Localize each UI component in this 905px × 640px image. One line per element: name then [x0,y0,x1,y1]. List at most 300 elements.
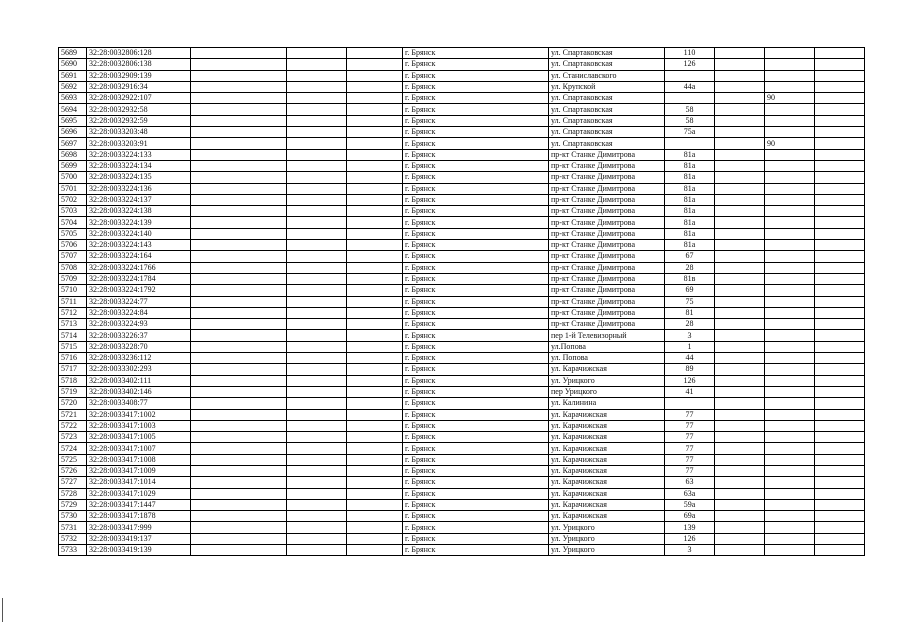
blank-cell [287,81,347,92]
blank-cell [347,251,403,262]
cadastral-number: 32:28:0033224:93 [87,319,191,330]
blank-cell [347,194,403,205]
extra-cell [765,228,815,239]
table-row [59,307,865,318]
cadastral-number: 32:28:0032806:138 [87,59,191,70]
city: г. Брянск [403,115,549,126]
table-row [59,533,865,544]
row-number: 5706 [59,240,87,251]
extra-cell [715,443,765,454]
blank-cell [287,499,347,510]
cadastral-number: 32:28:0033417:999 [87,522,191,533]
extra-cell [815,285,865,296]
street: пр-кт Станке Димитрова [549,217,665,228]
extra-cell [715,206,765,217]
extra-cell [815,70,865,81]
extra-cell [715,262,765,273]
street: ул. Карачижская [549,488,665,499]
cadastral-number: 32:28:0033402:111 [87,375,191,386]
house-number: 77 [665,432,715,443]
blank-cell [191,364,287,375]
blank-cell [191,183,287,194]
extra-cell [715,217,765,228]
cadastral-number: 32:28:0033203:91 [87,138,191,149]
extra-cell [765,533,815,544]
extra-cell [815,386,865,397]
row-number: 5712 [59,307,87,318]
cadastral-number: 32:28:0033402:146 [87,386,191,397]
extra-cell [715,420,765,431]
extra-cell [815,172,865,183]
row-number: 5702 [59,194,87,205]
row-number: 5714 [59,330,87,341]
blank-cell [191,81,287,92]
extra-cell [765,420,815,431]
blank-cell [347,409,403,420]
city: г. Брянск [403,59,549,70]
blank-cell [347,104,403,115]
blank-cell [287,251,347,262]
blank-cell [191,262,287,273]
blank-cell [347,296,403,307]
row-number: 5722 [59,420,87,431]
city: г. Брянск [403,443,549,454]
house-number: 81а [665,228,715,239]
street: пр-кт Станке Димитрова [549,296,665,307]
cadastral-number: 32:28:0032909:139 [87,70,191,81]
extra-cell [815,104,865,115]
blank-cell [287,273,347,284]
extra-cell [815,499,865,510]
street: ул. Карачижская [549,465,665,476]
city: г. Брянск [403,48,549,59]
blank-cell [287,443,347,454]
row-number: 5690 [59,59,87,70]
street: пр-кт Станке Димитрова [549,228,665,239]
blank-cell [191,127,287,138]
street: ул. Спартаковская [549,93,665,104]
extra-cell [715,533,765,544]
extra-cell [715,488,765,499]
cadastral-number: 32:28:0033224:138 [87,206,191,217]
house-number: 63 [665,477,715,488]
blank-cell [191,420,287,431]
extra-cell [815,273,865,284]
extra-cell [765,330,815,341]
extra-cell [765,48,815,59]
table-row [59,409,865,420]
blank-cell [287,545,347,556]
blank-cell [347,545,403,556]
extra-cell [765,172,815,183]
blank-cell [287,149,347,160]
row-number: 5715 [59,341,87,352]
extra-cell [765,409,815,420]
blank-cell [287,477,347,488]
extra-cell [765,511,815,522]
blank-cell [347,172,403,183]
street: пр-кт Станке Димитрова [549,273,665,284]
street: ул. Карачижская [549,420,665,431]
city: г. Брянск [403,206,549,217]
row-number: 5725 [59,454,87,465]
cadastral-number: 32:28:0033224:1784 [87,273,191,284]
extra-cell [765,206,815,217]
blank-cell [191,477,287,488]
blank-cell [287,59,347,70]
blank-cell [347,115,403,126]
blank-cell [347,228,403,239]
blank-cell [191,285,287,296]
extra-cell [715,273,765,284]
row-number: 5724 [59,443,87,454]
cadastral-number: 32:28:0032932:59 [87,115,191,126]
blank-cell [347,420,403,431]
blank-cell [347,330,403,341]
city: г. Брянск [403,330,549,341]
row-number: 5723 [59,432,87,443]
extra-cell [815,206,865,217]
street: ул. Карачижская [549,499,665,510]
city: г. Брянск [403,465,549,476]
blank-cell [347,432,403,443]
blank-cell [287,160,347,171]
extra-cell [715,364,765,375]
blank-cell [347,59,403,70]
blank-cell [347,454,403,465]
extra-cell: 90 [765,93,815,104]
extra-cell [765,432,815,443]
street: пр-кт Станке Димитрова [549,194,665,205]
house-number: 81в [665,273,715,284]
cadastral-number: 32:28:0033417:1009 [87,465,191,476]
cadastral-number: 32:28:0033224:1792 [87,285,191,296]
blank-cell [347,499,403,510]
blank-cell [287,228,347,239]
blank-cell [347,522,403,533]
row-number: 5696 [59,127,87,138]
blank-cell [347,398,403,409]
extra-cell [715,522,765,533]
cadastral-number: 32:28:0033417:1029 [87,488,191,499]
row-number: 5692 [59,81,87,92]
house-number: 139 [665,522,715,533]
street: ул. Урицкого [549,375,665,386]
blank-cell [347,217,403,228]
blank-cell [191,511,287,522]
blank-cell [287,420,347,431]
house-number: 1 [665,341,715,352]
blank-cell [191,172,287,183]
house-number: 69а [665,511,715,522]
blank-cell [347,353,403,364]
cadastral-number: 32:28:0032932:58 [87,104,191,115]
table-row [59,432,865,443]
street: пр-кт Станке Димитрова [549,240,665,251]
extra-cell [715,319,765,330]
extra-cell [715,81,765,92]
street: пр-кт Станке Димитрова [549,149,665,160]
blank-cell [347,160,403,171]
extra-cell [765,194,815,205]
street: ул. Спартаковская [549,115,665,126]
street: пр-кт Станке Димитрова [549,262,665,273]
extra-cell [715,307,765,318]
blank-cell [347,183,403,194]
row-number: 5693 [59,93,87,104]
cadastral-number: 32:28:0033417:1008 [87,454,191,465]
blank-cell [347,149,403,160]
extra-cell [815,251,865,262]
house-number: 81а [665,160,715,171]
table-row [59,443,865,454]
table-row [59,522,865,533]
house-number: 89 [665,364,715,375]
row-number: 5705 [59,228,87,239]
blank-cell [191,522,287,533]
house-number: 81а [665,217,715,228]
cadastral-number: 32:28:0033203:48 [87,127,191,138]
extra-cell [715,386,765,397]
row-number: 5728 [59,488,87,499]
house-number: 44а [665,81,715,92]
table-row [59,319,865,330]
street: ул.Попова [549,341,665,352]
row-number: 5720 [59,398,87,409]
cadastral-number: 32:28:0033417:1002 [87,409,191,420]
blank-cell [287,454,347,465]
blank-cell [287,183,347,194]
city: г. Брянск [403,545,549,556]
extra-cell [765,488,815,499]
blank-cell [287,172,347,183]
extra-cell [765,319,815,330]
blank-cell [347,138,403,149]
extra-cell [715,93,765,104]
house-number: 126 [665,533,715,544]
extra-cell [815,432,865,443]
blank-cell [191,465,287,476]
extra-cell [765,251,815,262]
extra-cell [815,138,865,149]
street: ул. Урицкого [549,545,665,556]
extra-cell [715,228,765,239]
cadastral-number: 32:28:0032916:34 [87,81,191,92]
blank-cell [287,319,347,330]
extra-cell [815,364,865,375]
blank-cell [347,93,403,104]
blank-cell [347,206,403,217]
blank-cell [287,138,347,149]
table-row [59,545,865,556]
blank-cell [191,160,287,171]
city: г. Брянск [403,285,549,296]
row-number: 5719 [59,386,87,397]
cadastral-number: 32:28:0033224:143 [87,240,191,251]
street: ул. Карачижская [549,454,665,465]
table-row [59,127,865,138]
cadastral-number: 32:28:0033224:135 [87,172,191,183]
extra-cell [815,115,865,126]
extra-cell [765,454,815,465]
blank-cell [347,477,403,488]
blank-cell [191,319,287,330]
blank-cell [191,115,287,126]
table-body [59,48,865,556]
row-number: 5731 [59,522,87,533]
table-row [59,70,865,81]
cadastral-table [58,47,865,556]
extra-cell [815,409,865,420]
blank-cell [287,409,347,420]
street: ул. Карачижская [549,409,665,420]
blank-cell [287,262,347,273]
extra-cell [715,545,765,556]
street: ул. Спартаковская [549,127,665,138]
cadastral-number: 32:28:0033224:134 [87,160,191,171]
city: г. Брянск [403,477,549,488]
table-row [59,183,865,194]
house-number: 75а [665,127,715,138]
row-number: 5713 [59,319,87,330]
city: г. Брянск [403,420,549,431]
row-number: 5691 [59,70,87,81]
blank-cell [191,217,287,228]
blank-cell [347,48,403,59]
street: ул. Спартаковская [549,104,665,115]
extra-cell [765,341,815,352]
extra-cell [815,465,865,476]
table-row [59,262,865,273]
cadastral-number: 32:28:0033417:1005 [87,432,191,443]
blank-cell [287,522,347,533]
blank-cell [347,443,403,454]
blank-cell [287,353,347,364]
cadastral-number: 32:28:0033224:1766 [87,262,191,273]
extra-cell [715,398,765,409]
house-number: 77 [665,409,715,420]
house-number: 3 [665,545,715,556]
row-number: 5703 [59,206,87,217]
table-row [59,330,865,341]
row-number: 5710 [59,285,87,296]
street: ул. Карачижская [549,511,665,522]
blank-cell [347,488,403,499]
blank-cell [191,228,287,239]
cadastral-number: 32:28:0033408:77 [87,398,191,409]
extra-cell [815,375,865,386]
blank-cell [191,454,287,465]
blank-cell [191,149,287,160]
street: ул. Карачижская [549,443,665,454]
table-row [59,499,865,510]
extra-cell [815,127,865,138]
row-number: 5704 [59,217,87,228]
cadastral-number: 32:28:0033419:139 [87,545,191,556]
extra-cell [765,104,815,115]
street: пр-кт Станке Димитрова [549,172,665,183]
city: г. Брянск [403,127,549,138]
extra-cell [715,115,765,126]
street: пр-кт Станке Димитрова [549,285,665,296]
blank-cell [287,330,347,341]
extra-cell [715,183,765,194]
table-row [59,477,865,488]
table-row [59,465,865,476]
street: пер Урицкого [549,386,665,397]
cadastral-number: 32:28:0033224:139 [87,217,191,228]
cadastral-number: 32:28:0033224:84 [87,307,191,318]
blank-cell [347,533,403,544]
extra-cell [815,59,865,70]
table-row [59,353,865,364]
blank-cell [287,48,347,59]
cadastral-number: 32:28:0033302:293 [87,364,191,375]
blank-cell [347,341,403,352]
blank-cell [287,217,347,228]
table-row [59,160,865,171]
blank-cell [287,386,347,397]
extra-cell [765,386,815,397]
table-row [59,194,865,205]
extra-cell [715,48,765,59]
cadastral-number: 32:28:0033224:140 [87,228,191,239]
table-row [59,59,865,70]
city: г. Брянск [403,511,549,522]
house-number: 77 [665,420,715,431]
table-row [59,454,865,465]
city: г. Брянск [403,296,549,307]
extra-cell [765,375,815,386]
extra-cell [715,499,765,510]
city: г. Брянск [403,432,549,443]
cadastral-number: 32:28:0033417:1003 [87,420,191,431]
city: г. Брянск [403,522,549,533]
blank-cell [191,398,287,409]
city: г. Брянск [403,149,549,160]
house-number: 59а [665,499,715,510]
extra-cell: 90 [765,138,815,149]
row-number: 5732 [59,533,87,544]
row-number: 5698 [59,149,87,160]
extra-cell [815,81,865,92]
extra-cell [765,262,815,273]
cadastral-number: 32:28:0033417:1447 [87,499,191,510]
table-row [59,251,865,262]
city: г. Брянск [403,319,549,330]
house-number [665,70,715,81]
city: г. Брянск [403,454,549,465]
house-number: 81а [665,206,715,217]
extra-cell [765,273,815,284]
city: г. Брянск [403,217,549,228]
table-row [59,93,865,104]
row-number: 5709 [59,273,87,284]
extra-cell [815,296,865,307]
table-row [59,138,865,149]
street: ул. Спартаковская [549,48,665,59]
table-row [59,206,865,217]
extra-cell [715,59,765,70]
extra-cell [815,228,865,239]
extra-cell [815,454,865,465]
table-row [59,172,865,183]
row-number: 5721 [59,409,87,420]
house-number: 81а [665,240,715,251]
extra-cell [715,330,765,341]
blank-cell [191,386,287,397]
blank-cell [191,93,287,104]
